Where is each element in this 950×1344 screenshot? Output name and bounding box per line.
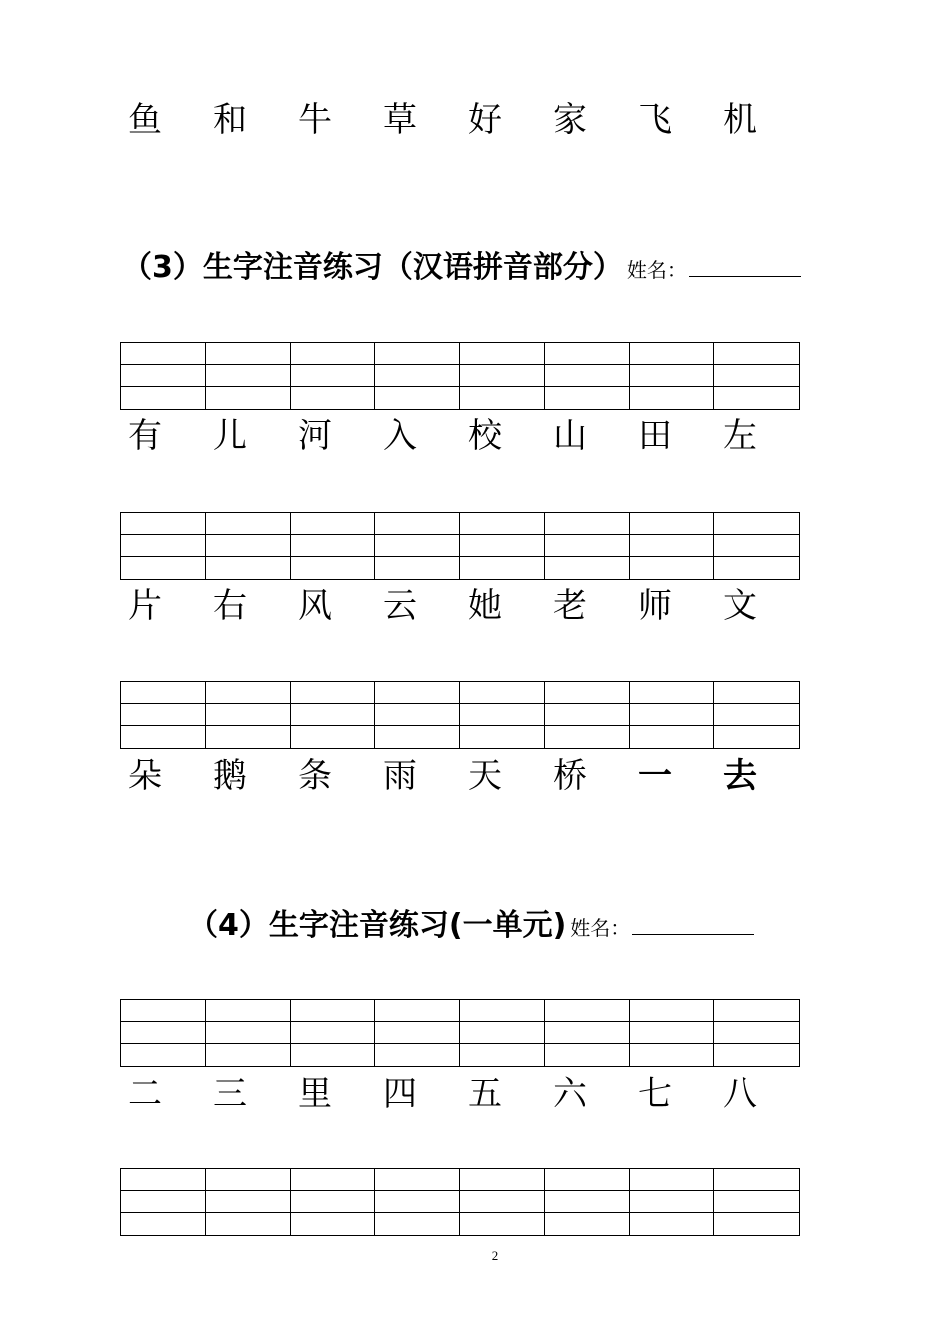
name-blank-line bbox=[689, 275, 801, 277]
grid-cell bbox=[545, 1213, 630, 1235]
grid-cell bbox=[291, 1213, 376, 1235]
grid-cell bbox=[206, 535, 291, 557]
grid-cell bbox=[375, 1213, 460, 1235]
grid-cell bbox=[291, 365, 376, 387]
grid-cell bbox=[630, 387, 715, 409]
grid-cell bbox=[121, 704, 206, 726]
top-character-row bbox=[128, 100, 808, 140]
grid-cell bbox=[545, 1191, 630, 1213]
grid-cell bbox=[375, 365, 460, 387]
grid-cell bbox=[714, 1191, 799, 1213]
character: 机 bbox=[723, 100, 757, 140]
grid-cell bbox=[545, 365, 630, 387]
grid-cell bbox=[375, 682, 460, 704]
grid-cell bbox=[206, 1000, 291, 1022]
character: 河 bbox=[298, 416, 332, 456]
character-row bbox=[128, 586, 808, 626]
character: 里 bbox=[298, 1074, 332, 1114]
name-blank-line bbox=[632, 933, 754, 935]
character-row bbox=[128, 1074, 808, 1114]
character: 飞 bbox=[638, 100, 672, 140]
grid-cell bbox=[545, 535, 630, 557]
grid-cell bbox=[545, 1022, 630, 1044]
character: 五 bbox=[468, 1074, 502, 1114]
grid-cell bbox=[714, 513, 799, 535]
grid-cell bbox=[375, 343, 460, 365]
grid-cell bbox=[206, 1169, 291, 1191]
grid-cell bbox=[206, 513, 291, 535]
character: 好 bbox=[468, 100, 502, 140]
grid-cell bbox=[291, 557, 376, 579]
grid-cell bbox=[291, 1044, 376, 1066]
grid-cell bbox=[460, 557, 545, 579]
grid-cell bbox=[121, 535, 206, 557]
grid-cell bbox=[460, 682, 545, 704]
grid-cell bbox=[630, 557, 715, 579]
grid-cell bbox=[630, 704, 715, 726]
grid-cell bbox=[375, 1169, 460, 1191]
character: 文 bbox=[723, 586, 757, 626]
grid-cell bbox=[460, 1022, 545, 1044]
character: 片 bbox=[128, 586, 162, 626]
grid-cell bbox=[630, 1191, 715, 1213]
grid-cell bbox=[460, 1191, 545, 1213]
grid-cell bbox=[460, 1000, 545, 1022]
character: 鱼 bbox=[128, 100, 162, 140]
grid-cell bbox=[121, 726, 206, 748]
grid-cell bbox=[375, 704, 460, 726]
grid-cell bbox=[206, 704, 291, 726]
grid-cell bbox=[375, 1044, 460, 1066]
grid-cell bbox=[460, 387, 545, 409]
section-title: （3）生字注音练习（汉语拼音部分） bbox=[122, 250, 623, 285]
pinyin-writing-grid bbox=[120, 999, 800, 1067]
grid-cell bbox=[206, 682, 291, 704]
grid-cell bbox=[714, 704, 799, 726]
character: 一 bbox=[638, 756, 672, 796]
grid-cell bbox=[121, 682, 206, 704]
character: 家 bbox=[553, 100, 587, 140]
grid-cell bbox=[630, 535, 715, 557]
grid-cell bbox=[291, 1169, 376, 1191]
character: 三 bbox=[213, 1074, 247, 1114]
grid-cell bbox=[121, 1169, 206, 1191]
character: 右 bbox=[213, 586, 247, 626]
section-title: （4）生字注音练习(一单元) bbox=[188, 908, 567, 943]
grid-cell bbox=[206, 726, 291, 748]
character: 师 bbox=[638, 586, 672, 626]
name-label: 姓名： bbox=[570, 916, 631, 940]
character: 左 bbox=[723, 416, 757, 456]
character: 朵 bbox=[128, 756, 162, 796]
grid-cell bbox=[460, 1169, 545, 1191]
grid-cell bbox=[630, 1000, 715, 1022]
character: 牛 bbox=[298, 100, 332, 140]
grid-cell bbox=[375, 726, 460, 748]
grid-cell bbox=[460, 343, 545, 365]
character: 去 bbox=[723, 756, 757, 796]
grid-cell bbox=[121, 365, 206, 387]
character: 有 bbox=[128, 416, 162, 456]
grid-cell bbox=[545, 1000, 630, 1022]
grid-cell bbox=[206, 557, 291, 579]
grid-cell bbox=[291, 387, 376, 409]
grid-cell bbox=[714, 1169, 799, 1191]
grid-cell bbox=[375, 1022, 460, 1044]
grid-cell bbox=[714, 343, 799, 365]
grid-cell bbox=[630, 726, 715, 748]
section-3-heading bbox=[122, 250, 801, 288]
character: 六 bbox=[553, 1074, 587, 1114]
grid-cell bbox=[714, 1000, 799, 1022]
character: 和 bbox=[213, 100, 247, 140]
grid-cell bbox=[545, 513, 630, 535]
character: 条 bbox=[298, 756, 332, 796]
character: 山 bbox=[553, 416, 587, 456]
pinyin-writing-grid bbox=[120, 1168, 800, 1236]
character: 校 bbox=[468, 416, 502, 456]
character-row bbox=[128, 756, 808, 796]
grid-cell bbox=[121, 1044, 206, 1066]
page-number: 2 bbox=[491, 1248, 499, 1263]
grid-cell bbox=[714, 365, 799, 387]
grid-cell bbox=[121, 1191, 206, 1213]
grid-cell bbox=[630, 365, 715, 387]
character: 草 bbox=[383, 100, 417, 140]
character: 桥 bbox=[553, 756, 587, 796]
character: 田 bbox=[638, 416, 672, 456]
character: 儿 bbox=[213, 416, 247, 456]
character: 二 bbox=[128, 1074, 162, 1114]
grid-cell bbox=[545, 387, 630, 409]
grid-cell bbox=[545, 557, 630, 579]
grid-cell bbox=[375, 1000, 460, 1022]
character-row bbox=[128, 416, 808, 456]
grid-cell bbox=[545, 704, 630, 726]
grid-cell bbox=[121, 343, 206, 365]
character: 八 bbox=[723, 1074, 757, 1114]
character: 风 bbox=[298, 586, 332, 626]
grid-cell bbox=[630, 1169, 715, 1191]
grid-cell bbox=[714, 387, 799, 409]
grid-cell bbox=[545, 682, 630, 704]
grid-cell bbox=[545, 1044, 630, 1066]
grid-cell bbox=[460, 513, 545, 535]
grid-cell bbox=[460, 1044, 545, 1066]
pinyin-writing-grid bbox=[120, 681, 800, 749]
grid-cell bbox=[206, 343, 291, 365]
character: 老 bbox=[553, 586, 587, 626]
grid-cell bbox=[630, 1044, 715, 1066]
grid-cell bbox=[630, 1213, 715, 1235]
grid-cell bbox=[545, 726, 630, 748]
grid-cell bbox=[291, 343, 376, 365]
grid-cell bbox=[291, 1191, 376, 1213]
grid-cell bbox=[630, 513, 715, 535]
grid-cell bbox=[460, 365, 545, 387]
grid-cell bbox=[545, 343, 630, 365]
section-4-heading bbox=[188, 908, 754, 946]
character: 鹅 bbox=[213, 756, 247, 796]
grid-cell bbox=[291, 513, 376, 535]
grid-cell bbox=[291, 1022, 376, 1044]
character: 七 bbox=[638, 1074, 672, 1114]
grid-cell bbox=[375, 1191, 460, 1213]
grid-cell bbox=[714, 1044, 799, 1066]
grid-cell bbox=[291, 535, 376, 557]
grid-cell bbox=[121, 1022, 206, 1044]
grid-cell bbox=[121, 387, 206, 409]
grid-cell bbox=[545, 1169, 630, 1191]
pinyin-writing-grid bbox=[120, 342, 800, 410]
character: 天 bbox=[468, 756, 502, 796]
grid-cell bbox=[121, 1213, 206, 1235]
grid-cell bbox=[460, 704, 545, 726]
character: 四 bbox=[383, 1074, 417, 1114]
character: 她 bbox=[468, 586, 502, 626]
grid-cell bbox=[375, 387, 460, 409]
grid-cell bbox=[714, 682, 799, 704]
grid-cell bbox=[206, 1022, 291, 1044]
character: 云 bbox=[383, 586, 417, 626]
grid-cell bbox=[714, 1213, 799, 1235]
grid-cell bbox=[206, 1044, 291, 1066]
grid-cell bbox=[121, 1000, 206, 1022]
grid-cell bbox=[714, 557, 799, 579]
grid-cell bbox=[206, 365, 291, 387]
grid-cell bbox=[206, 1213, 291, 1235]
grid-cell bbox=[291, 682, 376, 704]
grid-cell bbox=[714, 726, 799, 748]
grid-cell bbox=[375, 535, 460, 557]
grid-cell bbox=[460, 535, 545, 557]
character: 雨 bbox=[383, 756, 417, 796]
name-label: 姓名： bbox=[626, 258, 687, 282]
grid-cell bbox=[375, 557, 460, 579]
grid-cell bbox=[460, 726, 545, 748]
grid-cell bbox=[206, 1191, 291, 1213]
grid-cell bbox=[291, 1000, 376, 1022]
grid-cell bbox=[291, 726, 376, 748]
grid-cell bbox=[630, 682, 715, 704]
grid-cell bbox=[291, 704, 376, 726]
grid-cell bbox=[714, 535, 799, 557]
grid-cell bbox=[121, 513, 206, 535]
pinyin-writing-grid bbox=[120, 512, 800, 580]
grid-cell bbox=[630, 343, 715, 365]
grid-cell bbox=[121, 557, 206, 579]
grid-cell bbox=[375, 513, 460, 535]
grid-cell bbox=[714, 1022, 799, 1044]
character: 入 bbox=[383, 416, 417, 456]
grid-cell bbox=[460, 1213, 545, 1235]
grid-cell bbox=[630, 1022, 715, 1044]
grid-cell bbox=[206, 387, 291, 409]
